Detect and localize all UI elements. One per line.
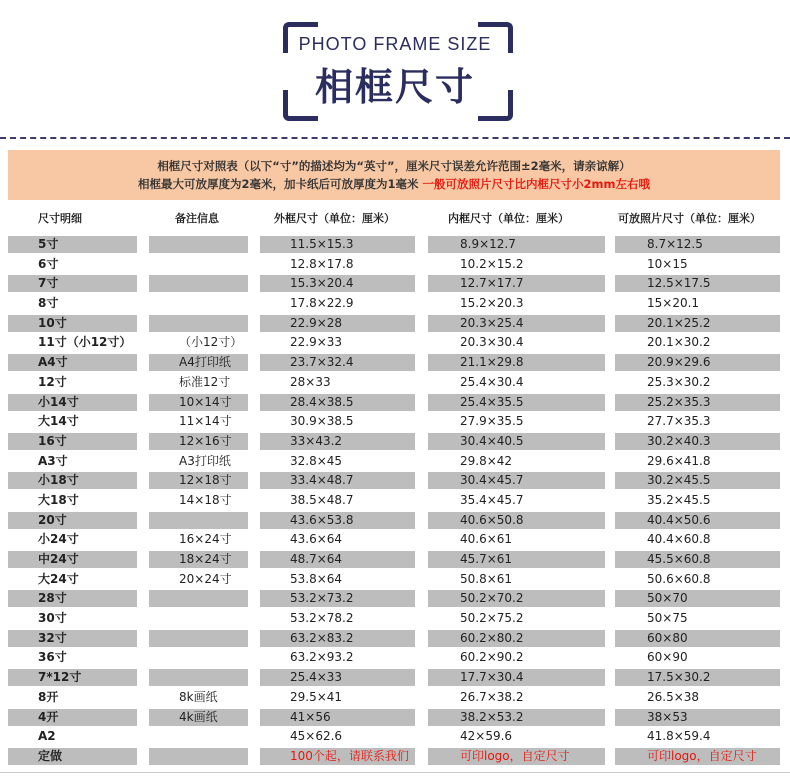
inner-size-cell: 38.2×53.2 [428,709,605,726]
inner-size-cell: 20.3×30.4 [460,335,524,350]
photo-size-cell: 50.6×60.8 [647,571,711,586]
table-row [0,235,790,255]
table-row [0,589,790,609]
photo-size-cell: 8.7×12.5 [615,236,780,253]
table-row [0,255,790,275]
inner-size-cell: 50.8×61 [460,571,513,586]
column-header-note: 备注信息 [175,212,219,225]
note-cell: 4k画纸 [149,709,248,726]
size-cell: 大24寸 [38,571,79,586]
note-cell [149,236,248,253]
table-row [0,747,790,767]
outer-size-cell: 33.4×48.7 [260,472,415,489]
note-cell [149,590,248,607]
size-cell: 5寸 [8,236,137,253]
inner-size-cell: 17.7×30.4 [428,669,605,686]
inner-size-cell: 30.4×40.5 [428,433,605,450]
table-row [0,550,790,570]
inner-size-cell: 35.4×45.7 [460,492,524,507]
table-row [0,274,790,294]
note-cell: 18×24寸 [149,551,248,568]
size-cell: 8开 [38,689,59,704]
table-row [0,373,790,393]
table-row [0,314,790,334]
note-cell [149,256,248,273]
photo-size-cell: 60×80 [615,630,780,647]
size-cell: 7寸 [8,275,137,292]
size-cell: 8寸 [38,296,59,311]
photo-size-cell: 35.2×45.5 [647,492,711,507]
size-cell: A4寸 [8,354,137,371]
outer-size-cell: 22.9×33 [290,335,343,350]
table-row [0,668,790,688]
size-cell: 30寸 [38,611,67,626]
size-cell: 小18寸 [8,472,137,489]
column-header-size: 尺寸明细 [38,212,82,225]
inner-size-cell: 45.7×61 [428,551,605,568]
photo-size-cell: 可印logo，自定尺寸 [615,748,780,765]
inner-size-cell: 30.4×45.7 [428,472,605,489]
outer-size-cell: 25.4×33 [260,669,415,686]
table-row [0,708,790,728]
photo-size-cell: 25.3×30.2 [647,374,711,389]
inner-size-cell: 25.4×30.4 [460,374,524,389]
outer-size-cell: 17.8×22.9 [290,296,354,311]
size-cell: 大18寸 [38,492,79,507]
size-cell: 20寸 [8,512,137,529]
note-cell [149,295,248,312]
photo-size-cell: 30.2×40.3 [615,433,780,450]
photo-size-cell: 17.5×30.2 [615,669,780,686]
notice-line-2-highlight: 一般可放照片尺寸比内框尺寸小2mm左右哦 [422,177,650,191]
table-row [0,452,790,472]
bottom-divider [0,772,790,773]
note-cell: A4打印纸 [149,354,248,371]
photo-size-cell: 15×20.1 [647,296,700,311]
notice-banner [8,150,780,200]
outer-size-cell: 53.2×78.2 [290,611,354,626]
outer-size-cell: 45×62.6 [290,729,343,744]
photo-size-cell: 25.2×35.3 [615,394,780,411]
outer-size-cell: 22.9×28 [260,315,415,332]
note-cell [149,315,248,332]
note-cell [149,669,248,686]
outer-size-cell: 28×33 [290,374,331,389]
table-row [0,688,790,708]
inner-size-cell: 60.2×90.2 [460,650,524,665]
size-cell: 36寸 [38,650,67,665]
table-row [0,570,790,590]
note-cell: 12×16寸 [149,433,248,450]
note-cell: A3打印纸 [179,453,231,468]
outer-size-cell: 63.2×83.2 [260,630,415,647]
table-row [0,432,790,452]
notice-line-1: 相框尺寸对照表（以下“寸”的描述均为“英寸”，厘米尺寸误差允许范围±2毫米，请亲谅解） [157,159,631,173]
outer-size-cell: 53.8×64 [290,571,343,586]
outer-size-cell: 43.6×64 [290,532,343,547]
size-cell: 7*12寸 [8,669,137,686]
size-cell: A2 [38,729,56,744]
title-chinese: 相框尺寸 [314,65,475,109]
note-cell: 11×14寸 [179,414,232,429]
inner-size-cell: 20.3×25.4 [428,315,605,332]
inner-size-cell: 27.9×35.5 [460,414,524,429]
inner-size-cell: 50.2×75.2 [460,611,524,626]
inner-size-cell: 10.2×15.2 [460,256,524,271]
photo-size-cell: 20.1×25.2 [615,315,780,332]
photo-size-cell: 26.5×38 [647,689,700,704]
column-header-photo: 可放照片尺寸（单位：厘米） [618,212,761,225]
outer-size-cell: 29.5×41 [290,689,343,704]
photo-size-cell: 30.2×45.5 [615,472,780,489]
note-cell [149,630,248,647]
size-cell: 4开 [8,709,137,726]
table-row [0,412,790,432]
outer-size-cell: 23.7×32.4 [260,354,415,371]
column-header-outer: 外框尺寸（单位：厘米） [274,212,395,225]
dashed-divider [0,137,790,139]
size-cell: 11寸（小12寸） [38,335,132,350]
outer-size-cell: 15.3×20.4 [260,275,415,292]
inner-size-cell: 60.2×80.2 [428,630,605,647]
inner-size-cell: 8.9×12.7 [428,236,605,253]
page-header [0,0,790,135]
table-row [0,727,790,747]
outer-size-cell: 11.5×15.3 [260,236,415,253]
size-cell: 中24寸 [8,551,137,568]
table-row [0,530,790,550]
note-cell: （小12寸） [179,335,243,350]
photo-size-cell: 50×70 [615,590,780,607]
photo-size-cell: 41.8×59.4 [647,729,711,744]
note-cell: 标准12寸 [179,374,231,389]
title-english: PHOTO FRAME SIZE [298,34,492,54]
photo-size-cell: 50×75 [647,611,688,626]
table-row [0,491,790,511]
note-cell [149,649,248,666]
outer-size-cell: 32.8×45 [290,453,343,468]
photo-size-cell: 45.5×60.8 [615,551,780,568]
note-cell: 12×18寸 [149,472,248,489]
table-row [0,353,790,373]
photo-size-cell: 38×53 [615,709,780,726]
note-cell: 8k画纸 [179,689,218,704]
inner-size-cell: 29.8×42 [460,453,513,468]
note-cell: 16×24寸 [179,532,232,547]
table-row [0,294,790,314]
photo-size-cell: 20.1×30.2 [647,335,711,350]
note-cell [149,275,248,292]
inner-size-cell: 40.6×50.8 [428,512,605,529]
outer-size-cell: 12.8×17.8 [290,256,354,271]
inner-size-cell: 21.1×29.8 [428,354,605,371]
inner-size-cell: 可印logo，自定尺寸 [428,748,605,765]
table-row [0,511,790,531]
table-row [0,609,790,629]
photo-size-cell: 12.5×17.5 [615,275,780,292]
photo-size-cell: 40.4×50.6 [615,512,780,529]
outer-size-cell: 30.9×38.5 [290,414,354,429]
outer-size-cell: 41×56 [260,709,415,726]
outer-size-cell: 63.2×93.2 [290,650,354,665]
photo-size-cell: 27.7×35.3 [647,414,711,429]
outer-size-cell: 38.5×48.7 [290,492,354,507]
inner-size-cell: 26.7×38.2 [460,689,524,704]
table-row [0,333,790,353]
note-cell: 14×18寸 [179,492,232,507]
photo-size-cell: 20.9×29.6 [615,354,780,371]
note-cell: 20×24寸 [179,571,232,586]
size-cell: 32寸 [8,630,137,647]
photo-size-cell: 10×15 [647,256,688,271]
inner-size-cell: 12.7×17.7 [428,275,605,292]
size-cell: 小24寸 [38,532,79,547]
outer-size-cell: 28.4×38.5 [260,394,415,411]
size-table [0,235,790,767]
inner-size-cell: 15.2×20.3 [460,296,524,311]
outer-size-cell: 48.7×64 [260,551,415,568]
size-cell: 定做 [8,748,137,765]
table-row [0,629,790,649]
outer-size-cell: 53.2×73.2 [260,590,415,607]
inner-size-cell: 25.4×35.5 [428,394,605,411]
note-cell [149,610,248,627]
size-cell: 10寸 [8,315,137,332]
table-row [0,393,790,413]
notice-line-2 [8,175,780,193]
inner-size-cell: 42×59.6 [460,729,513,744]
notice-line-2-text: 相框最大可放厚度为2毫米，加卡纸后可放厚度为1毫米 [138,177,423,191]
note-cell [149,512,248,529]
size-cell: A3寸 [38,453,68,468]
photo-size-cell: 29.6×41.8 [647,453,711,468]
table-row [0,648,790,668]
size-cell: 大14寸 [38,414,79,429]
size-cell: 12寸 [38,374,67,389]
note-cell: 10×14寸 [149,394,248,411]
note-cell [149,748,248,765]
photo-size-cell: 40.4×60.8 [647,532,711,547]
outer-size-cell: 33×43.2 [260,433,415,450]
inner-size-cell: 40.6×61 [460,532,513,547]
size-cell: 小14寸 [8,394,137,411]
outer-size-cell: 100个起，请联系我们 [260,748,415,765]
size-cell: 6寸 [38,256,59,271]
note-cell [149,728,248,745]
photo-size-cell: 60×90 [647,650,688,665]
column-header-inner: 内框尺寸（单位：厘米） [448,212,569,225]
table-row [0,471,790,491]
size-cell: 16寸 [8,433,137,450]
size-cell: 28寸 [8,590,137,607]
outer-size-cell: 43.6×53.8 [260,512,415,529]
inner-size-cell: 50.2×70.2 [428,590,605,607]
